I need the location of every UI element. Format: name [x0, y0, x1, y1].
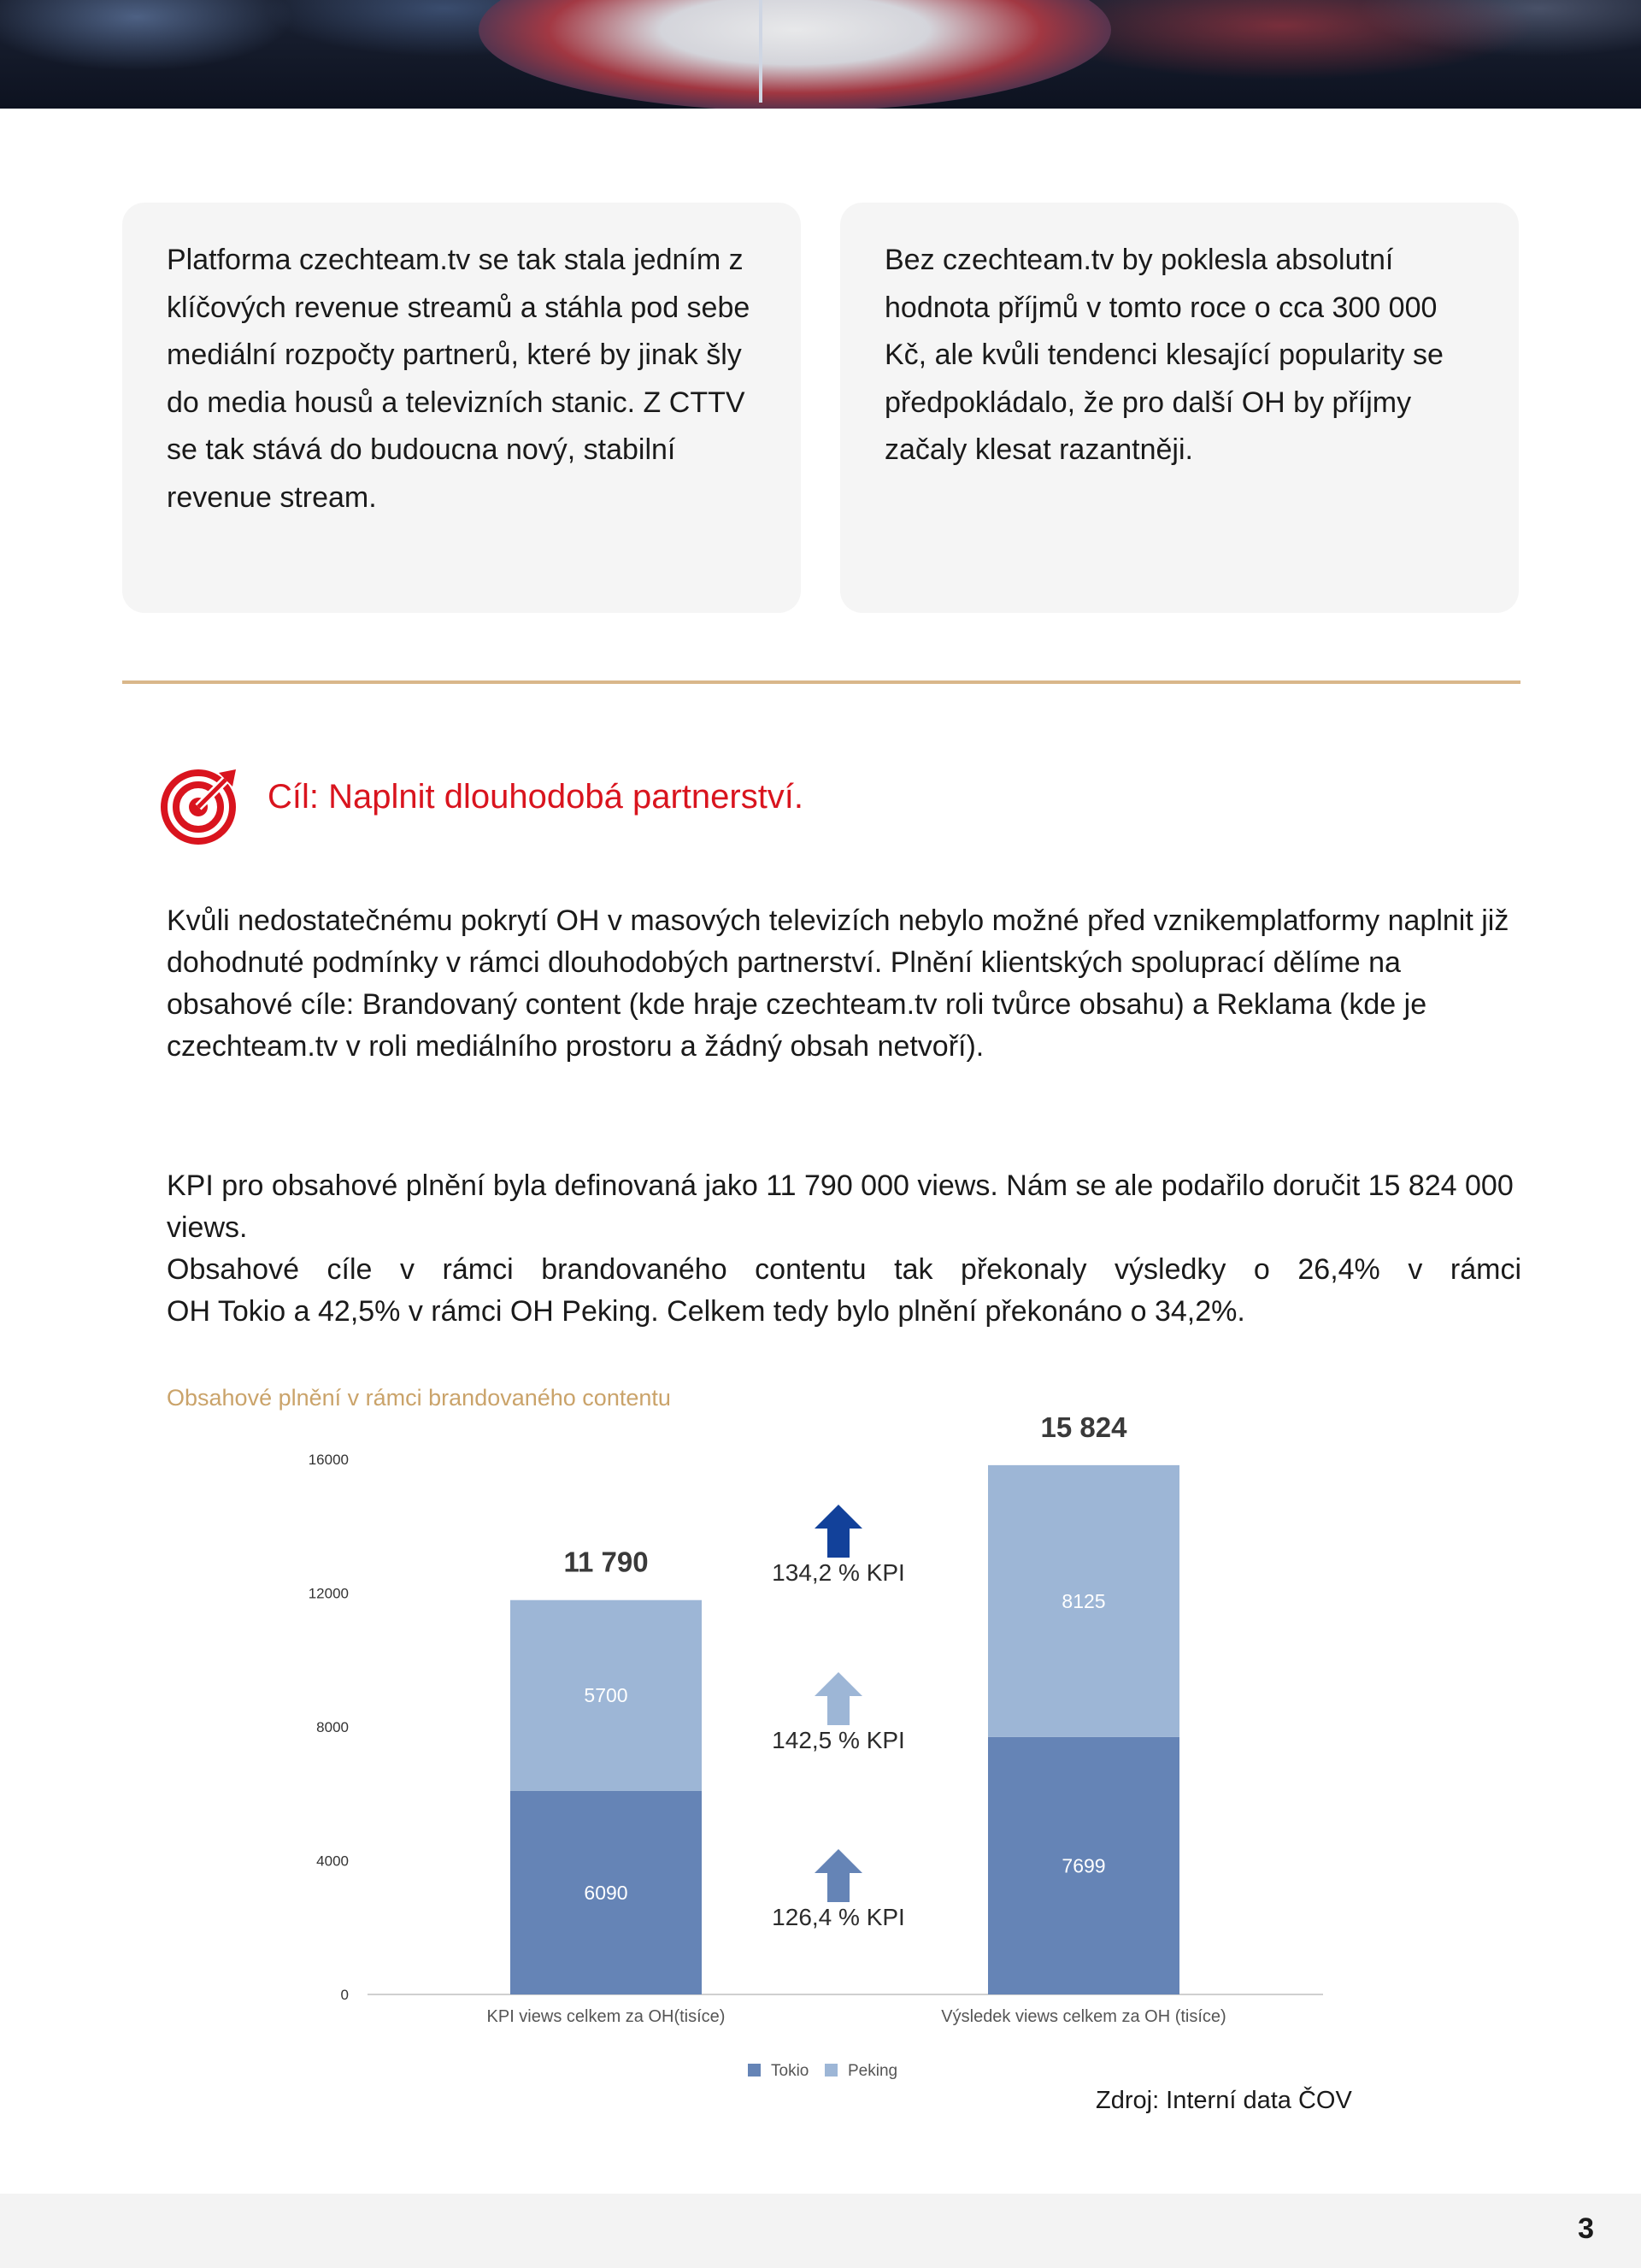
kpi-paragraph: KPI pro obsahové plnění byla definovaná jako 11 790 000 views. Nám se ale podařilo doručit 15 824 000 views. — [167, 1169, 1514, 1244]
kpi-annotation-label: 142,5 % KPI — [772, 1727, 905, 1753]
source-note: Zdroj: Interní data ČOV — [1096, 2087, 1352, 2114]
bar-value-label: 8125 — [1062, 1589, 1106, 1612]
bar-total-label: 15 824 — [1040, 1411, 1127, 1443]
y-tick-label: 4000 — [316, 1853, 349, 1870]
bar-total-label: 11 790 — [563, 1546, 649, 1578]
bar-value-label: 5700 — [584, 1684, 628, 1707]
footer-bar — [0, 2194, 1641, 2268]
kpi-annotation-label: 134,2 % KPI — [772, 1559, 905, 1586]
legend-label: Tokio — [771, 2062, 809, 2080]
chart-title: Obsahové plnění v rámci brandovaného contentu — [167, 1385, 671, 1411]
kpi-arrow-icon — [815, 1849, 862, 1902]
intro-paragraph: Kvůli nedostatečnému pokrytí OH v masových televizích nebylo možné před vznikemplatformy naplnit již dohodnuté podmínky v rámci dlouhodobých partnerství. Plnění klientských spoluprací dělíme na obsahové cíle: Brandovaný content (kde hraje czechteam.tv roli tvůrce obsahu) a Reklama (kde je czechteam.tv v roli mediálního prostoru a žádný obsah netvoří). — [167, 904, 1509, 1063]
info-card-right-text: Bez czechteam.tv by poklesla absolutní hodnota příjmů v tomto roce o cca 300 000 Kč, ale kvůli tendenci klesající popularity se předpokládalo, že pro další OH by příjmy začaly klesat razantněji. — [885, 244, 1444, 466]
y-tick-label: 16000 — [308, 1452, 349, 1468]
results-line-1: Obsahové cíle v rámci brandovaného contentu tak překonaly výsledky o 26,4% v rámci — [167, 1253, 1521, 1286]
kpi-arrow-icon — [815, 1505, 862, 1558]
y-tick-label: 0 — [340, 1987, 349, 2003]
info-card-left-text: Platforma czechteam.tv se tak stala jedním z klíčových revenue streamů a stáhla pod sebe mediální rozpočty partnerů, které by jinak šly do media housů a televizních stanic. Z CTTV se tak stává do budoucna nový, stabilní revenue stream. — [167, 244, 750, 514]
page-number: 3 — [1578, 2212, 1594, 2245]
legend-swatch — [825, 2064, 838, 2077]
kpi-arrow-icon — [815, 1672, 862, 1725]
kpi-annotation-label: 126,4 % KPI — [772, 1904, 905, 1930]
x-category-label: Výsledek views celkem za OH (tisíce) — [941, 2007, 1226, 2026]
bar-value-label: 6090 — [584, 1881, 628, 1904]
goal-title: Cíl: Naplnit dlouhodobá partnerství. — [268, 778, 804, 816]
x-category-label: KPI views celkem za OH(tisíce) — [486, 2007, 726, 2026]
results-line-2: OH Tokio a 42,5% v rámci OH Peking. Celkem tedy bylo plnění překonáno o 34,2%. — [167, 1295, 1245, 1328]
bar-value-label: 7699 — [1062, 1854, 1106, 1877]
y-tick-label: 8000 — [316, 1719, 349, 1735]
legend-swatch — [748, 2064, 761, 2077]
legend-label: Peking — [848, 2062, 898, 2080]
y-tick-label: 12000 — [308, 1585, 349, 1602]
